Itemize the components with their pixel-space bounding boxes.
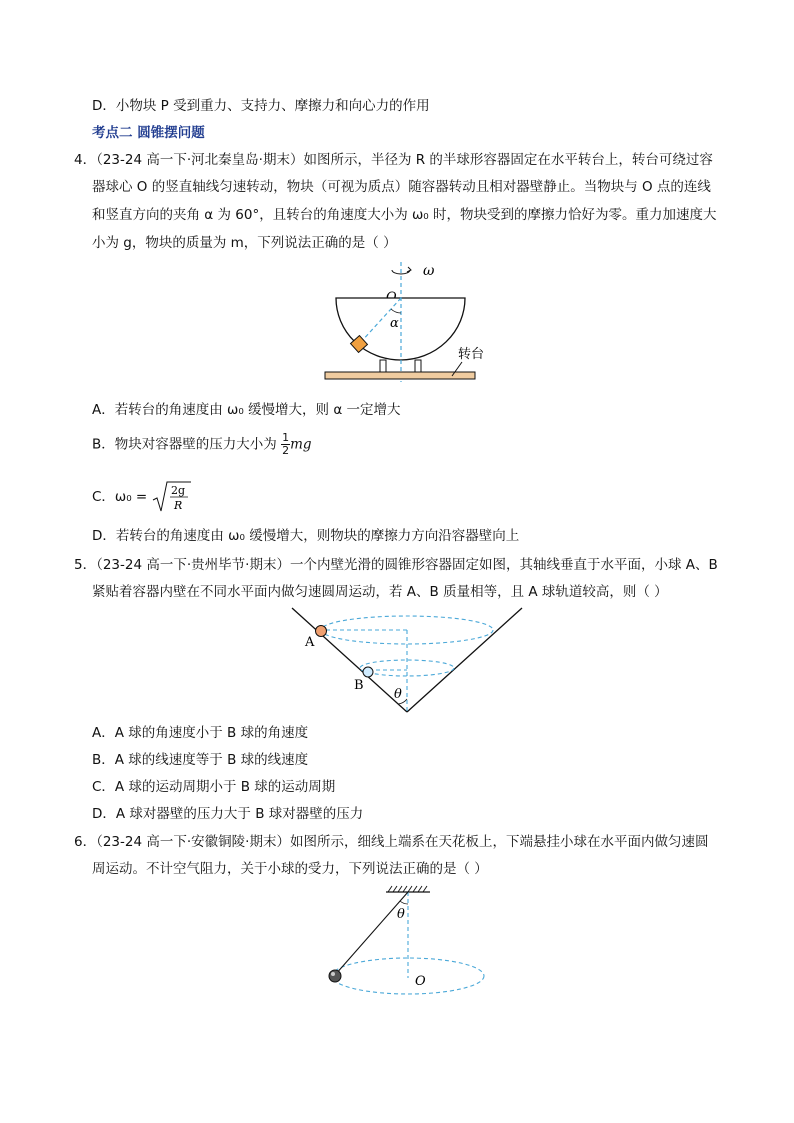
turntable-label: 转台: [458, 347, 485, 362]
pendulum-theta-label: θ: [397, 907, 405, 922]
pendulum-center-label: O: [415, 974, 426, 989]
q5-cone-figure: [290, 604, 530, 716]
q4-stem-line1: 4．（23-24 高一下·河北秦皇岛·期末）如图所示，半径为 R 的半球形容器固定在水平转台上，转台可绕过容: [74, 152, 713, 168]
q5-option-a: A．A 球的角速度小于 B 球的角速度: [92, 725, 309, 741]
q4-stem-line2: 器球心 O 的竖直轴线匀速转动，物块（可视为质点）随容器转动且相对器壁静止。当物块与 O 点的连线: [92, 179, 711, 195]
section-title: 考点二 圆锥摆问题: [92, 125, 205, 141]
theta-label: θ: [394, 687, 402, 702]
q6-pendulum-figure: [320, 884, 490, 1000]
q4-option-a: A．若转台的角速度由 ω₀ 缓慢增大，则 α 一定增大: [92, 402, 401, 418]
q4-option-d: D．若转台的角速度由 ω₀ 缓慢增大，则物块的摩擦力方向沿容器壁向上: [92, 528, 520, 544]
alpha-label: α: [390, 316, 399, 331]
q5-stem-line2: 紧贴着容器内壁在不同水平面内做匀速圆周运动，若 A、B 质量相等，且 A 球轨道较高，则（ ）: [92, 584, 668, 600]
q4-stem-line3: 和竖直方向的夹角 α 为 60°，且转台的角速度大小为 ω₀ 时，物块受到的摩擦力恰好为零。重力加速度大: [92, 207, 717, 223]
q5-option-d: D．A 球对器壁的压力大于 B 球对器壁的压力: [92, 806, 364, 822]
q4-stem-line4: 小为 g，物块的质量为 m，下列说法正确的是（ ）: [92, 235, 397, 251]
ball-a-label: A: [305, 635, 315, 650]
svg-text:R: R: [173, 499, 182, 512]
ball-b-label: B: [354, 678, 364, 693]
q6-stem-line2: 周运动。不计空气阻力，关于小球的受力，下列说法正确的是（ ）: [92, 861, 488, 877]
q4-hemisphere-figure: [320, 258, 485, 384]
q6-stem-line1: 6．（23-24 高一下·安徽铜陵·期末）如图所示，细线上端系在天花板上，下端悬挂小球在水平面内做匀速圆: [74, 834, 709, 850]
cone-right-wall: [407, 608, 522, 712]
q3-option-d: D．小物块 P 受到重力、支持力、摩擦力和向心力的作用: [92, 98, 430, 114]
cone-left-wall: [292, 608, 407, 712]
q5-stem-line1: 5．（23-24 高一下·贵州毕节·期末）一个内壁光滑的圆锥形容器固定如图，其轴线垂直于水平面，小球 A、B: [74, 557, 718, 573]
pendulum-string: [335, 892, 408, 975]
sqrt-expression: [152, 480, 192, 514]
omega-label: ω: [423, 263, 435, 279]
q4-option-b: B．物块对容器壁的压力大小为 $\frac{1}{2}$ mg: [92, 431, 312, 457]
q5-option-b: B．A 球的线速度等于 B 球的线速度: [92, 752, 309, 768]
pendulum-ball: [329, 970, 341, 982]
q4-option-c: C．ω₀ = 2g R: [92, 480, 192, 514]
q5-option-c: C．A 球的运动周期小于 B 球的运动周期: [92, 779, 336, 795]
ball-a: [316, 626, 327, 637]
svg-text:2g: 2g: [170, 484, 185, 497]
ball-b: [363, 667, 373, 677]
